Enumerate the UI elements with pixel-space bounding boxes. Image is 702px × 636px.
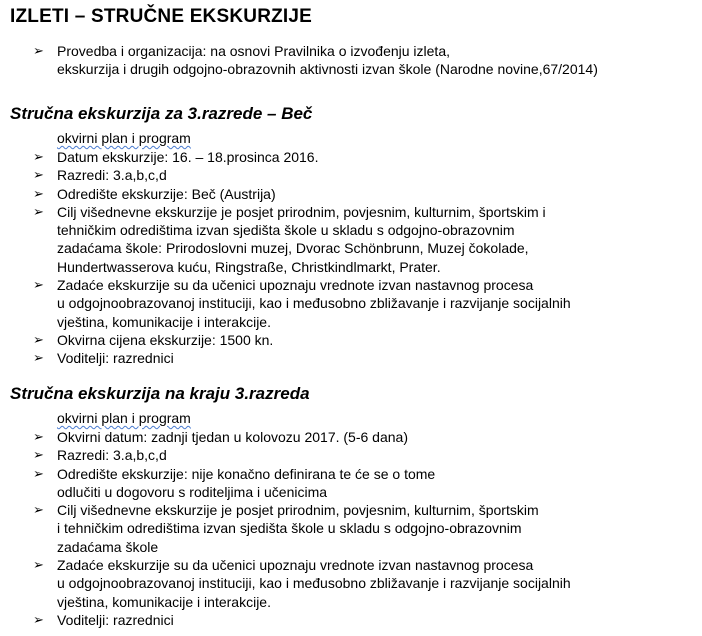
item-line: Odredište ekskurzije: nije konačno definirana te će se o tome [57,465,436,482]
list-item [33,42,698,79]
list-item [33,501,698,556]
list-item [33,446,698,464]
list-item [33,203,698,276]
item-line: ekskurzija i drugih odgojno-obrazovnih aktivnosti izvan škole (Narodne novine,67/2014) [57,61,598,78]
list-item [33,331,698,349]
list-item [33,465,698,502]
item-line: vještina, komunikacije i interakcije. [57,593,271,610]
list-item [33,148,698,166]
item-line: Razredi: 3.a,b,c,d [57,167,167,184]
item-line: Voditelji: razrednici [57,350,174,367]
subheading-text: okvirni plan i program [57,410,191,426]
list-item [33,349,698,367]
section-subheading [57,130,191,146]
list-item [33,428,698,446]
item-line: Okvirni datum: zadnji tjedan u kolovozu 2017. (5-6 dana) [57,429,408,445]
arrow-bullet-icon: ➢ [33,557,44,573]
list-item [33,185,698,203]
arrow-bullet-icon: ➢ [33,502,44,518]
list-item [33,276,698,331]
item-line: i tehničkim odredištima izvan sjedišta škole u skladu s odgojno-obrazovnim [57,520,522,537]
arrow-bullet-icon: ➢ [33,43,44,58]
list-item [33,166,698,184]
item-line: vještina, komunikacije i interakcije. [57,313,271,330]
item-line: zadaćama škole: Prirodoslovni muzej, Dvorac Schönbrunn, Muzej čokolade, [57,240,529,257]
arrow-bullet-icon: ➢ [33,167,44,183]
section-2-list [33,428,698,629]
item-line: u odgojnoobrazovanoj instituciji, kao i međusobno zbližavanje i razvijanje socijalnih [57,575,571,592]
item-line: Okvirna cijena ekskurzije: 1500 kn. [57,331,274,348]
item-line: Zadaće ekskurzije su da učenici upoznaju vrednote izvan nastavnog procesa [57,557,534,574]
item-line: Provedba i organizacija: na osnovi Pravilnika o izvođenju izleta, [57,43,450,59]
item-line: tehničkim odredištima izvan sjedišta škole u skladu s odgojno-obrazovnim [57,222,515,239]
page-title: IZLETI – STRUČNE EKSKURZIJE [10,6,313,27]
intro-list [33,42,698,79]
arrow-bullet-icon: ➢ [33,447,44,463]
item-line: Voditelji: razrednici [57,611,174,628]
arrow-bullet-icon: ➢ [33,185,44,201]
section-subheading [57,410,191,426]
arrow-bullet-icon: ➢ [33,203,44,219]
section-1-list [33,148,698,368]
item-line: Hundertwasserova kuću, Ringstraße, Christkindlmarkt, Prater. [57,258,441,275]
item-line: Cilj višednevne ekskurzije je posjet prirodnim, povjesnim, kulturnim, športskim [57,502,539,519]
item-line: Zadaće ekskurzije su da učenici upoznaju vrednote izvan nastavnog procesa [57,277,534,294]
item-line: odlučiti u dogovoru s roditeljima i učenicima [57,483,328,500]
list-item [33,556,698,611]
arrow-bullet-icon: ➢ [33,350,44,366]
arrow-bullet-icon: ➢ [33,611,44,627]
arrow-bullet-icon: ➢ [33,149,44,164]
item-line: u odgojnoobrazovanoj instituciji, kao i međusobno zbližavanje i razvijanje socijalnih [57,295,571,312]
section-heading: Stručna ekskurzija na kraju 3.razreda [10,384,310,403]
arrow-bullet-icon: ➢ [33,331,44,347]
item-line: Datum ekskurzije: 16. – 18.prosinca 2016. [57,149,319,165]
item-line: Cilj višednevne ekskurzije je posjet prirodnim, povjesnim, kulturnim, športskim i [57,203,546,220]
arrow-bullet-icon: ➢ [33,429,44,444]
item-line: Odredište ekskurzije: Beč (Austrija) [57,185,276,202]
subheading-text: okvirni plan i program [57,130,191,146]
section-heading: Stručna ekskurzija za 3.razrede – Beč [10,104,313,123]
item-line: zadaćama škole [57,538,159,555]
item-line: Razredi: 3.a,b,c,d [57,447,167,464]
arrow-bullet-icon: ➢ [33,465,44,481]
list-item [33,611,698,629]
arrow-bullet-icon: ➢ [33,277,44,293]
